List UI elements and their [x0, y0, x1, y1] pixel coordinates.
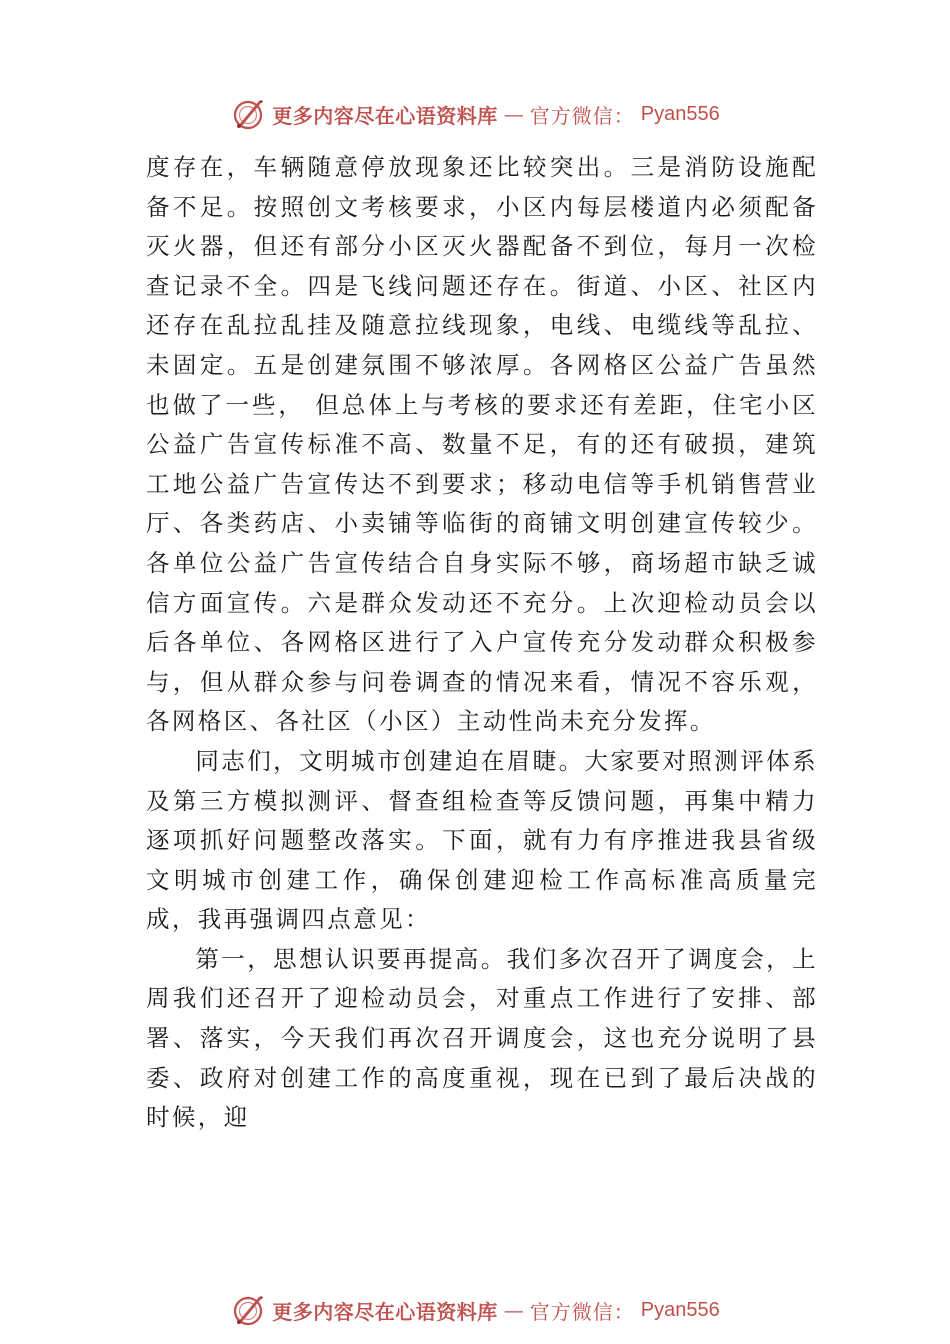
quill-seal-icon [230, 96, 266, 132]
footer-wechat-id: Pyan556 [640, 1298, 720, 1321]
paragraph-1: 度存在，车辆随意停放现象还比较突出。三是消防设施配备不足。按照创文考核要求，小区内每层楼道内必须配备灭火器，但还有部分小区灭火器配备不到位，每月一次检查记录不全。四是飞线问题还存在。街道、小区、社区内还存在乱拉乱挂及随意拉线现象，电线、电缆线等乱拉、未固定。五是创建氛围不够浓厚。各网格区公益广告虽然也做了一些， 但总体上与考核的要求还有差距，住宅小区公益广告宣传标准不高、数量不足，有的还有破损，建筑工地公益广告宣传达不到要求；移动电信等手机销售营业厅、各类药店、小卖铺等临街的商铺文明创建宣传较少。各单位公益广告宣传结合自身实际不够，商场超市缺乏诚信方面宣传。六是群众发动还不充分。上次迎检动员会以后各单位、各网格区进行了入户宣传充分发动群众积极参与，但从群众参与问卷调查的情况来看，情况不容乐观，各网格区、各社区（小区）主动性尚未充分发挥。 [146, 153, 818, 736]
header-dash: — [503, 102, 524, 126]
footer-banner [0, 1290, 950, 1330]
footer-official-label: 官方微信： [529, 1299, 635, 1324]
footer-brand: 更多内容尽在心语资料库 [272, 1299, 498, 1324]
footer-dash: — [503, 1298, 524, 1322]
quill-seal-icon [230, 1292, 266, 1328]
header-banner [0, 94, 950, 134]
header-brand: 更多内容尽在心语资料库 [272, 103, 498, 128]
header-official-label: 官方微信： [529, 103, 635, 128]
header-wechat-id: Pyan556 [640, 102, 720, 125]
document-body [146, 148, 818, 1138]
paragraph-3: 第一，思想认识要再提高。我们多次召开了调度会，上周我们还召开了迎检动员会，对重点工作进行了安排、部署、落实，今天我们再次召开调度会，这也充分说明了县委、政府对创建工作的高度重视，现在已到了最后决战的时候，迎 [146, 944, 818, 1132]
paragraph-2: 同志们，文明城市创建迫在眉睫。大家要对照测评体系及第三方模拟测评、督查组检查等反馈问题，再集中精力逐项抓好问题整改落实。下面，就有力有序推进我县省级文明城市创建工作，确保创建迎检工作高标准高质量完成，我再强调四点意见： [146, 746, 818, 934]
